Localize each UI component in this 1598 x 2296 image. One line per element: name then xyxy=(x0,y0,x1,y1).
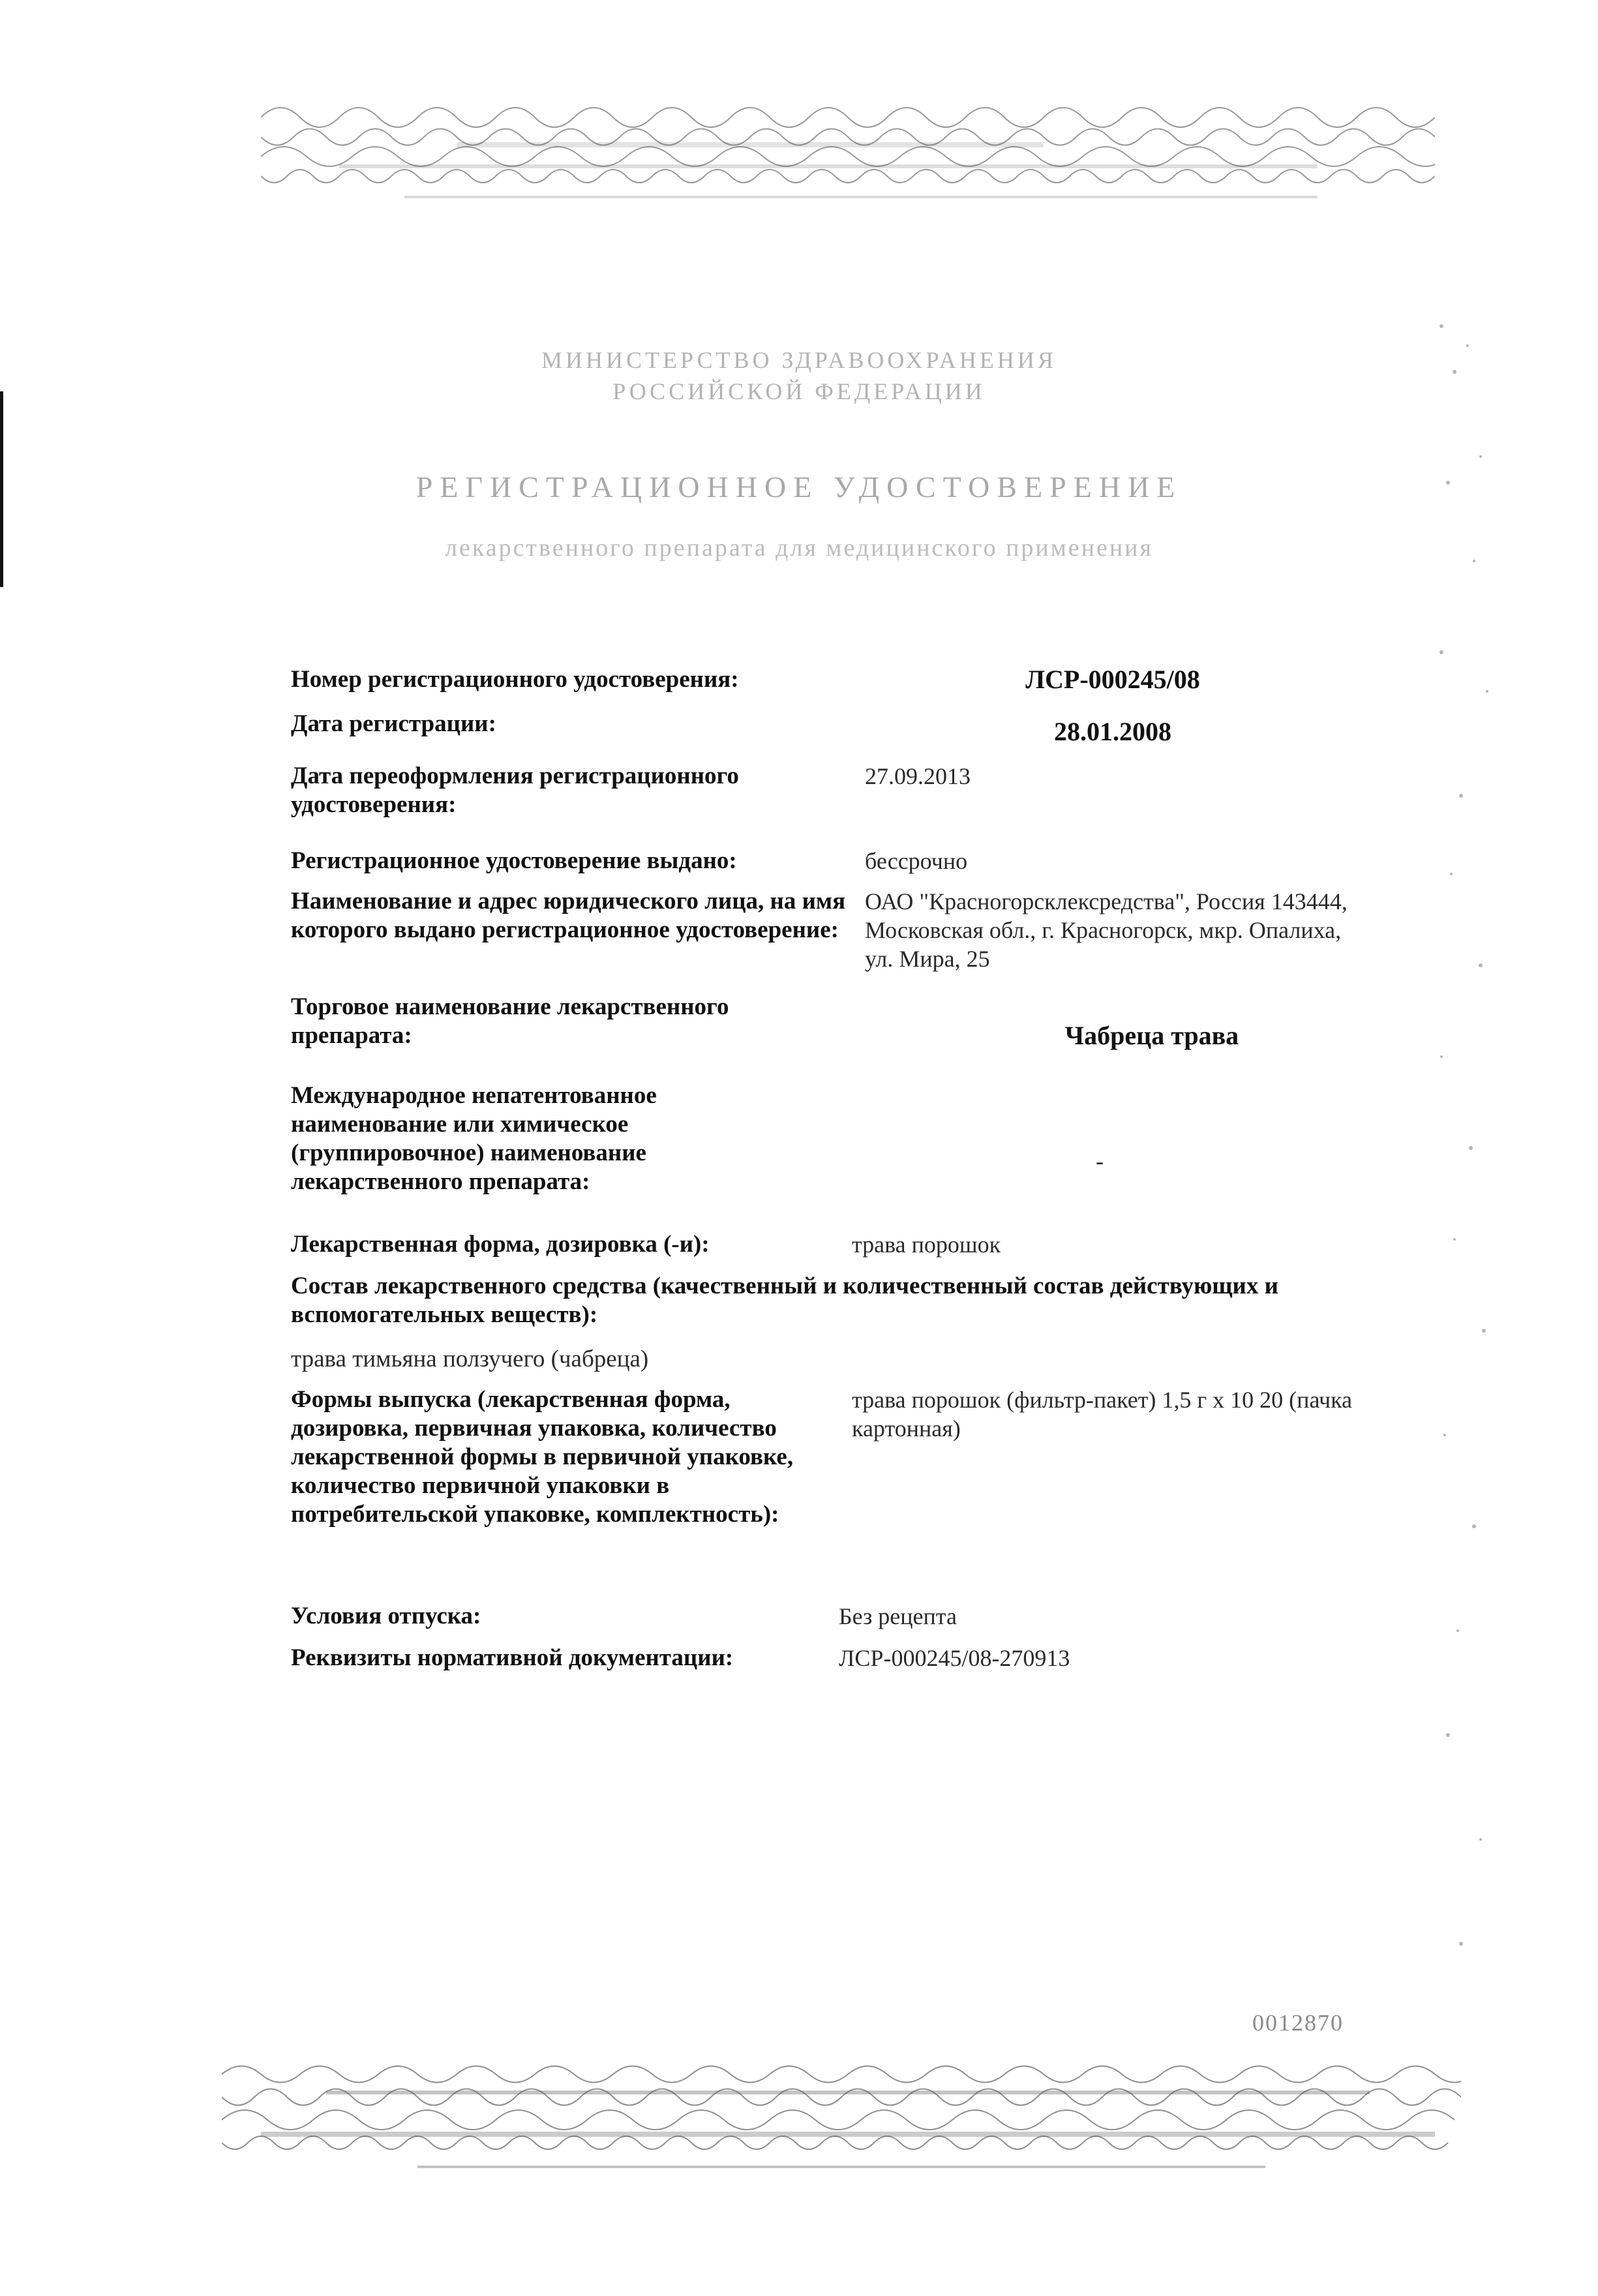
field-value: ОАО "Красногорсклексредства", Россия 143444, Московская обл., г. Красногорск, мкр. Опалиха, ул. Мира, 25 xyxy=(865,888,1348,972)
ministry-heading xyxy=(0,344,1598,407)
field-label: Наименование и адрес юридического лица, на имя которого выдано регистрационное удостоверение: xyxy=(291,888,846,943)
field-value: трава тимьяна ползучего (чабреца) xyxy=(291,1346,649,1372)
field-label: Номер регистрационного удостоверения: xyxy=(291,666,739,693)
field-label: Формы выпуска (лекарственная форма, дозировка, первичная упаковка, количество лекарственной формы в первичной упаковке, количество первичной упаковки в потребительской упаковке, комплектность): xyxy=(291,1386,794,1528)
form-serial-number: 0012870 xyxy=(1252,2010,1344,2036)
top-guilloche-pattern xyxy=(261,91,1435,222)
field-label: Лекарственная форма, дозировка (-и): xyxy=(291,1231,710,1258)
field-value: 28.01.2008 xyxy=(1054,717,1171,746)
field-label: Реквизиты нормативной документации: xyxy=(291,1644,734,1671)
field-value: - xyxy=(1096,1148,1104,1174)
document-title: РЕГИСТРАЦИОННОЕ УДОСТОВЕРЕНИЕ xyxy=(415,470,1183,504)
bottom-security-band xyxy=(222,2055,1461,2185)
field-label: Дата переоформления регистрационного удостоверения: xyxy=(291,763,739,818)
field-value: ЛСР-000245/08 xyxy=(1025,665,1200,694)
ministry-line-1: МИНИСТЕРСТВО ЗДРАВООХРАНЕНИЯ xyxy=(541,347,1057,373)
field-value: Чабреца трава xyxy=(1064,1021,1239,1050)
bottom-guilloche-pattern xyxy=(222,2055,1461,2185)
field-label: Международное непатентованное наименование или химическое (группировочное) наименование лекарственного препарата: xyxy=(291,1082,657,1195)
field-value: 27.09.2013 xyxy=(865,763,971,789)
top-security-band xyxy=(261,91,1435,222)
field-label: Регистрационное удостоверение выдано: xyxy=(291,847,737,874)
field-value: трава порошок (фильтр-пакет) 1,5 г х 10 20 (пачка картонная) xyxy=(852,1387,1353,1442)
document-subtitle: лекарственного препарата для медицинского применения xyxy=(444,534,1154,562)
field-value: ЛСР-000245/08-270913 xyxy=(839,1645,1070,1671)
field-value: трава порошок xyxy=(852,1231,1001,1258)
field-value: Без рецепта xyxy=(839,1603,957,1629)
field-label: Дата регистрации: xyxy=(291,710,496,737)
field-label: Условия отпуска: xyxy=(291,1603,481,1629)
field-label: Состав лекарственного средства (качественный и количественный состав действующих и вспомогательных веществ): xyxy=(291,1273,1278,1328)
ministry-line-2: РОССИЙСКОЙ ФЕДЕРАЦИИ xyxy=(612,378,986,404)
field-label: Торговое наименование лекарственного препарата: xyxy=(291,993,729,1049)
field-value: бессрочно xyxy=(865,848,968,874)
